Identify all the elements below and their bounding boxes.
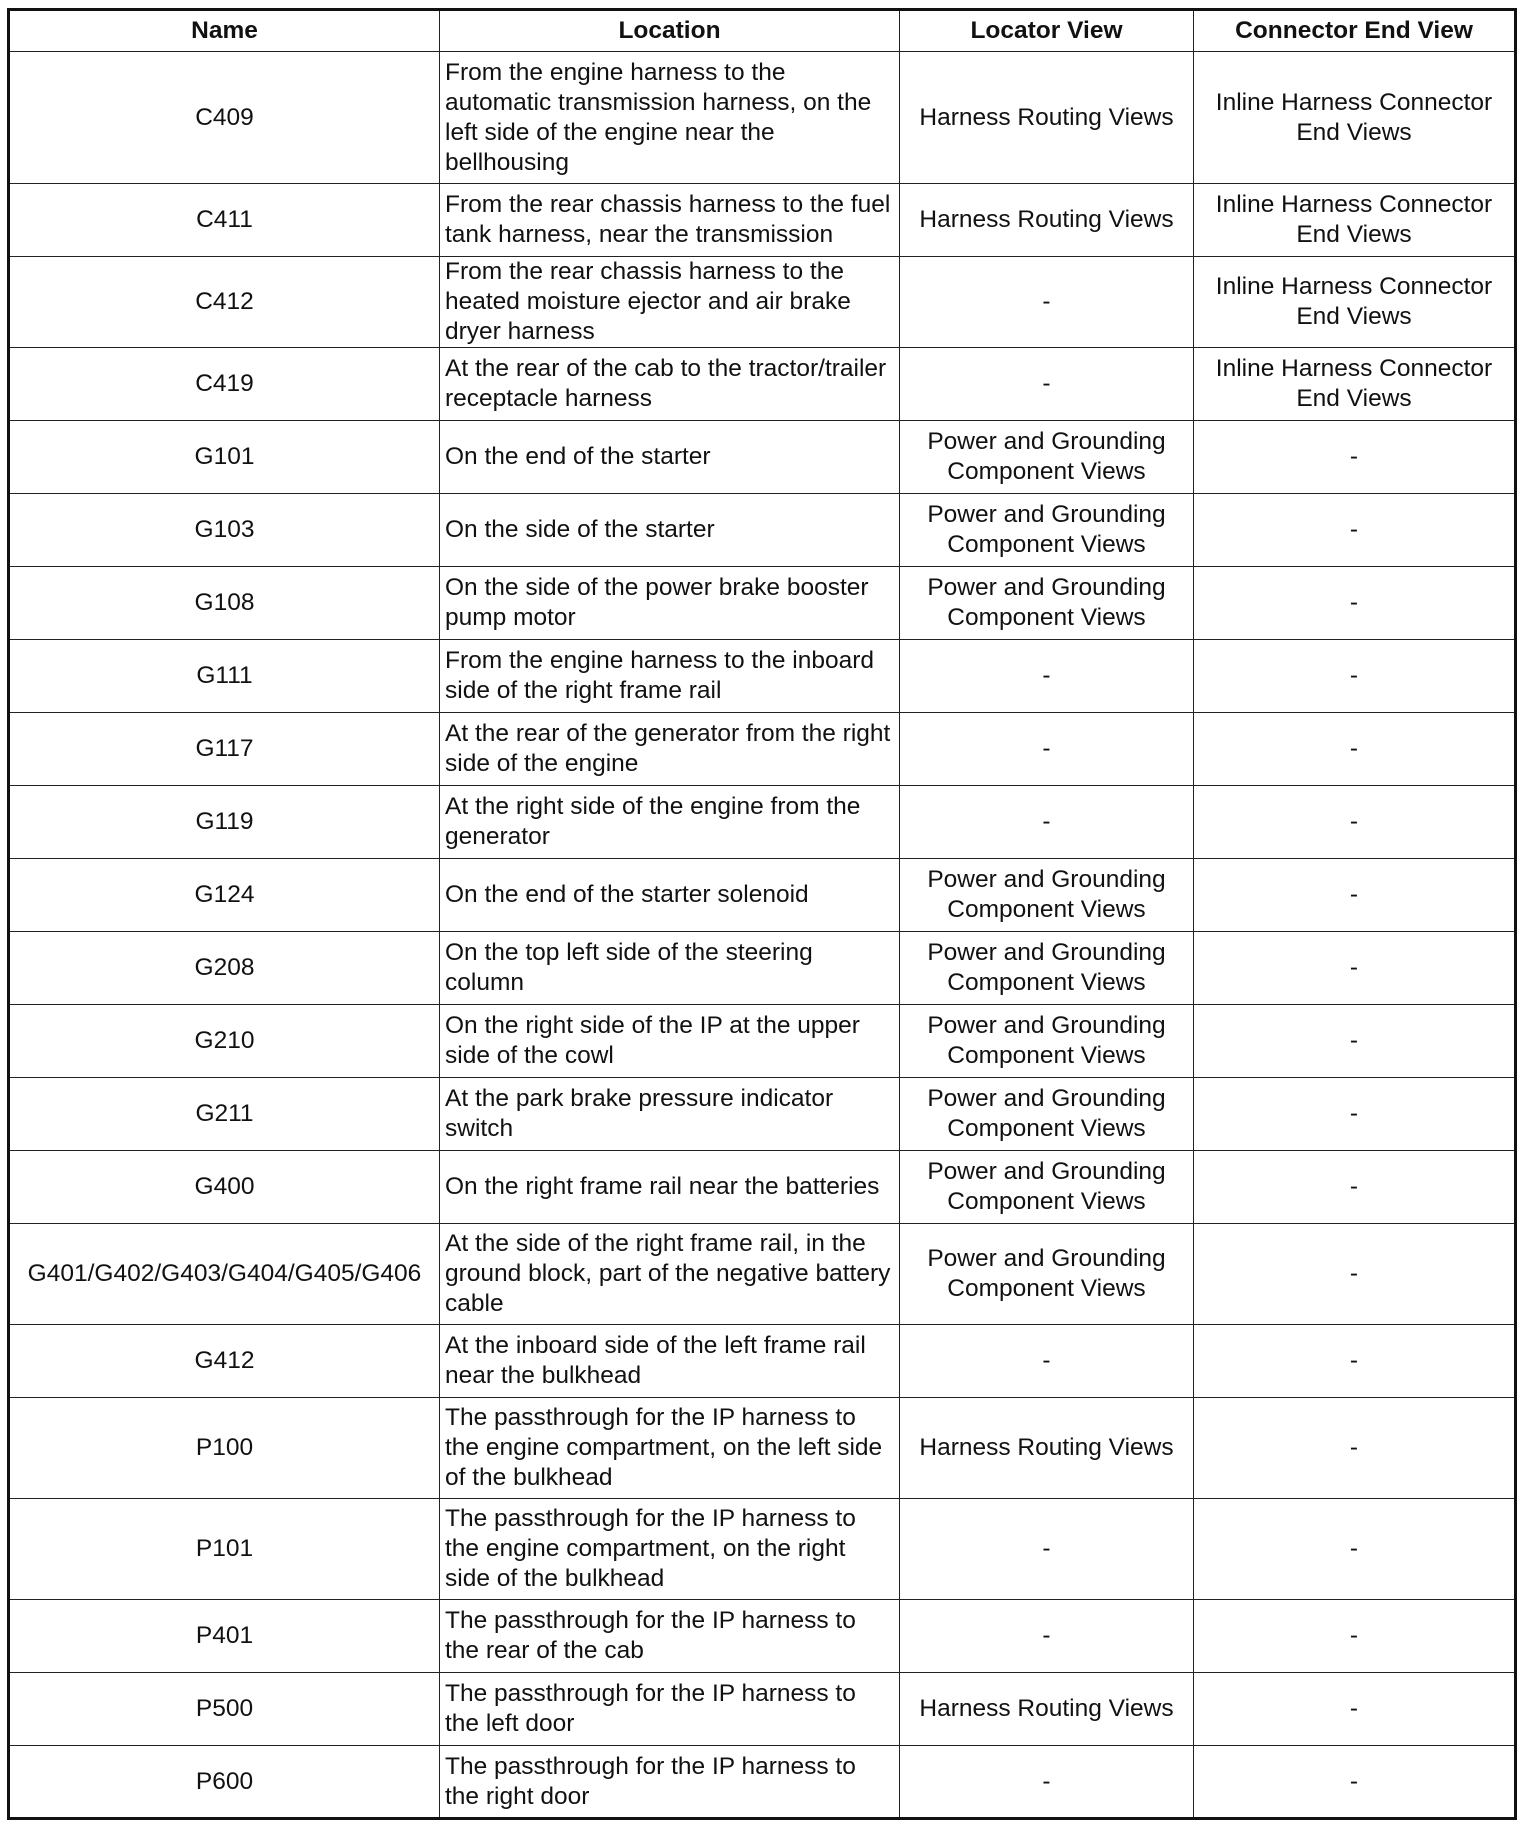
table-row [9, 1078, 1516, 1151]
table-row [9, 567, 1516, 640]
cell-connector-end-view: - [1194, 1151, 1516, 1224]
cell-connector-end-view: Inline Harness Connector End Views [1194, 257, 1516, 348]
cell-name: C412 [9, 257, 440, 348]
cell-locator-view: - [900, 348, 1194, 421]
cell-connector-end-view: - [1194, 494, 1516, 567]
cell-name: C411 [9, 184, 440, 257]
cell-connector-end-view: Inline Harness Connector End Views [1194, 348, 1516, 421]
table-row [9, 1224, 1516, 1325]
cell-locator-view: Power and Grounding Component Views [900, 1005, 1194, 1078]
cell-locator-view: - [900, 1600, 1194, 1673]
cell-location: The passthrough for the IP harness to the left door [440, 1673, 900, 1746]
cell-connector-end-view: - [1194, 932, 1516, 1005]
cell-connector-end-view: - [1194, 567, 1516, 640]
cell-location: At the inboard side of the left frame rail near the bulkhead [440, 1325, 900, 1398]
cell-location: On the side of the power brake booster pump motor [440, 567, 900, 640]
table-row [9, 1151, 1516, 1224]
cell-name: P600 [9, 1746, 440, 1819]
cell-name: G103 [9, 494, 440, 567]
cell-locator-view: - [900, 1746, 1194, 1819]
cell-name: G208 [9, 932, 440, 1005]
document-page [7, 8, 1514, 1820]
cell-location: From the engine harness to the automatic transmission harness, on the left side of the engine near the bellhousing [440, 52, 900, 184]
table-row [9, 1499, 1516, 1600]
cell-location: At the side of the right frame rail, in the ground block, part of the negative battery cable [440, 1224, 900, 1325]
table-row [9, 494, 1516, 567]
cell-name: G211 [9, 1078, 440, 1151]
table-header [9, 10, 1516, 52]
cell-connector-end-view: - [1194, 1499, 1516, 1600]
cell-location: The passthrough for the IP harness to the right door [440, 1746, 900, 1819]
cell-name: G108 [9, 567, 440, 640]
header-connector-end-view: Connector End View [1194, 10, 1516, 52]
cell-location: At the rear of the cab to the tractor/trailer receptacle harness [440, 348, 900, 421]
cell-location: On the right frame rail near the batteries [440, 1151, 900, 1224]
table-row [9, 1005, 1516, 1078]
cell-locator-view: - [900, 713, 1194, 786]
cell-locator-view: Power and Grounding Component Views [900, 1224, 1194, 1325]
cell-location: From the rear chassis harness to the fuel tank harness, near the transmission [440, 184, 900, 257]
cell-location: From the engine harness to the inboard side of the right frame rail [440, 640, 900, 713]
cell-locator-view: Power and Grounding Component Views [900, 859, 1194, 932]
cell-locator-view: - [900, 1325, 1194, 1398]
cell-connector-end-view: Inline Harness Connector End Views [1194, 184, 1516, 257]
cell-location: On the top left side of the steering column [440, 932, 900, 1005]
table-row [9, 932, 1516, 1005]
cell-connector-end-view: Inline Harness Connector End Views [1194, 52, 1516, 184]
cell-connector-end-view: - [1194, 1746, 1516, 1819]
cell-connector-end-view: - [1194, 1325, 1516, 1398]
table-row [9, 1673, 1516, 1746]
cell-locator-view: Power and Grounding Component Views [900, 421, 1194, 494]
cell-connector-end-view: - [1194, 421, 1516, 494]
cell-locator-view: Harness Routing Views [900, 1398, 1194, 1499]
cell-name: P500 [9, 1673, 440, 1746]
cell-name: C419 [9, 348, 440, 421]
cell-connector-end-view: - [1194, 859, 1516, 932]
table-row [9, 421, 1516, 494]
cell-location: On the end of the starter solenoid [440, 859, 900, 932]
cell-name: P101 [9, 1499, 440, 1600]
cell-location: At the rear of the generator from the right side of the engine [440, 713, 900, 786]
cell-location: On the end of the starter [440, 421, 900, 494]
cell-locator-view: Power and Grounding Component Views [900, 1151, 1194, 1224]
cell-location: The passthrough for the IP harness to the engine compartment, on the right side of the bulkhead [440, 1499, 900, 1600]
cell-locator-view: Power and Grounding Component Views [900, 567, 1194, 640]
cell-name: P100 [9, 1398, 440, 1499]
header-name: Name [9, 10, 440, 52]
table-row [9, 1325, 1516, 1398]
cell-connector-end-view: - [1194, 786, 1516, 859]
cell-locator-view: - [900, 640, 1194, 713]
cell-connector-end-view: - [1194, 1005, 1516, 1078]
cell-locator-view: - [900, 786, 1194, 859]
cell-location: On the right side of the IP at the upper side of the cowl [440, 1005, 900, 1078]
header-locator-view: Locator View [900, 10, 1194, 52]
cell-connector-end-view: - [1194, 1398, 1516, 1499]
component-locator-table [7, 8, 1517, 1820]
cell-locator-view: Power and Grounding Component Views [900, 932, 1194, 1005]
table-row [9, 348, 1516, 421]
cell-locator-view: Harness Routing Views [900, 1673, 1194, 1746]
cell-location: The passthrough for the IP harness to the engine compartment, on the left side of the bulkhead [440, 1398, 900, 1499]
cell-locator-view: - [900, 1499, 1194, 1600]
table-row [9, 786, 1516, 859]
cell-name: G101 [9, 421, 440, 494]
cell-name: G117 [9, 713, 440, 786]
cell-name: G111 [9, 640, 440, 713]
cell-location: At the right side of the engine from the generator [440, 786, 900, 859]
cell-name: G412 [9, 1325, 440, 1398]
cell-location: The passthrough for the IP harness to the rear of the cab [440, 1600, 900, 1673]
table-body [9, 52, 1516, 1819]
cell-connector-end-view: - [1194, 1224, 1516, 1325]
cell-connector-end-view: - [1194, 640, 1516, 713]
table-row [9, 640, 1516, 713]
cell-locator-view: Power and Grounding Component Views [900, 494, 1194, 567]
cell-connector-end-view: - [1194, 1078, 1516, 1151]
header-row [9, 10, 1516, 52]
cell-locator-view: Power and Grounding Component Views [900, 1078, 1194, 1151]
cell-location: At the park brake pressure indicator switch [440, 1078, 900, 1151]
table-row [9, 859, 1516, 932]
table-row [9, 1746, 1516, 1819]
cell-name: G124 [9, 859, 440, 932]
table-row [9, 257, 1516, 348]
cell-connector-end-view: - [1194, 1600, 1516, 1673]
cell-location: From the rear chassis harness to the heated moisture ejector and air brake dryer harness [440, 257, 900, 348]
cell-location: On the side of the starter [440, 494, 900, 567]
cell-name: G401/G402/G403/G404/G405/G406 [9, 1224, 440, 1325]
cell-locator-view: Harness Routing Views [900, 52, 1194, 184]
cell-locator-view: - [900, 257, 1194, 348]
table-row [9, 184, 1516, 257]
cell-connector-end-view: - [1194, 713, 1516, 786]
table-row [9, 52, 1516, 184]
table-row [9, 713, 1516, 786]
header-location: Location [440, 10, 900, 52]
cell-name: G400 [9, 1151, 440, 1224]
table-row [9, 1398, 1516, 1499]
cell-connector-end-view: - [1194, 1673, 1516, 1746]
cell-name: C409 [9, 52, 440, 184]
cell-name: G210 [9, 1005, 440, 1078]
table-row [9, 1600, 1516, 1673]
cell-locator-view: Harness Routing Views [900, 184, 1194, 257]
cell-name: G119 [9, 786, 440, 859]
cell-name: P401 [9, 1600, 440, 1673]
